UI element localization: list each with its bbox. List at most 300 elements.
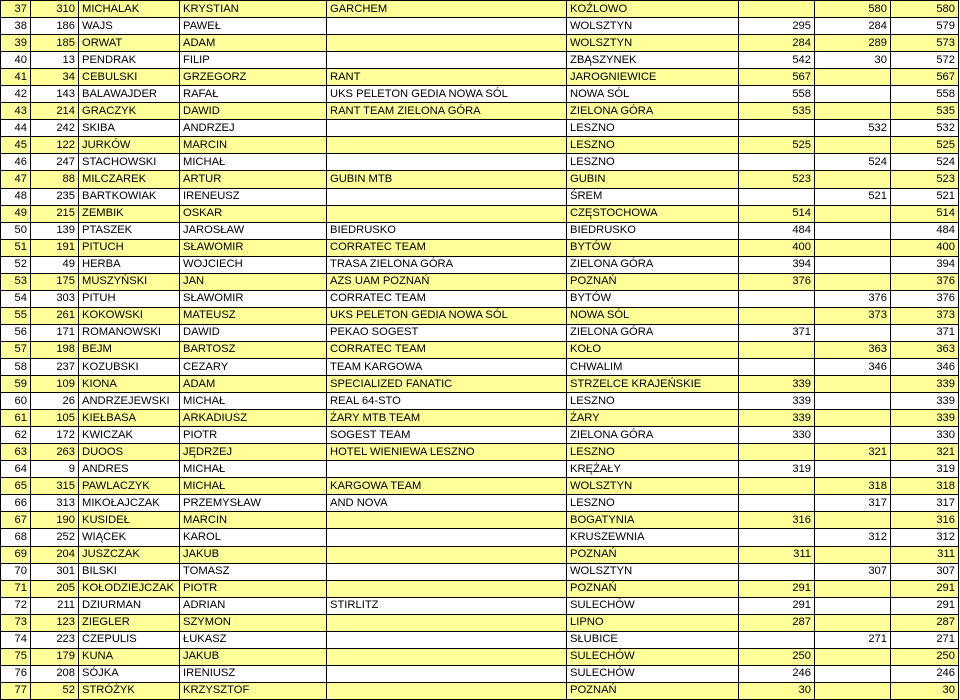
points-b-cell bbox=[815, 648, 891, 665]
place-cell: 74 bbox=[1, 631, 31, 648]
surname-cell: JURKÓW bbox=[79, 137, 180, 154]
surname-cell: JUSZCZAK bbox=[79, 546, 180, 563]
place-cell: 73 bbox=[1, 614, 31, 631]
number-cell: 208 bbox=[31, 665, 79, 682]
points-a-cell bbox=[739, 563, 815, 580]
first-name-cell: MICHAŁ bbox=[180, 478, 327, 495]
number-cell: 105 bbox=[31, 410, 79, 427]
city-cell: KRUSZEWNIA bbox=[567, 529, 739, 546]
points-a-cell bbox=[739, 307, 815, 324]
club-cell bbox=[327, 512, 567, 529]
city-cell: SŁUBICE bbox=[567, 631, 739, 648]
first-name-cell: PIOTR bbox=[180, 580, 327, 597]
total-cell: 312 bbox=[891, 529, 959, 546]
place-cell: 38 bbox=[1, 18, 31, 35]
surname-cell: ANDRZEJEWSKI bbox=[79, 393, 180, 410]
points-a-cell bbox=[739, 529, 815, 546]
place-cell: 68 bbox=[1, 529, 31, 546]
first-name-cell: DAWID bbox=[180, 103, 327, 120]
points-b-cell: 521 bbox=[815, 188, 891, 205]
points-b-cell bbox=[815, 461, 891, 478]
first-name-cell: JĘDRZEJ bbox=[180, 444, 327, 461]
total-cell: 373 bbox=[891, 307, 959, 324]
first-name-cell: JAKUB bbox=[180, 546, 327, 563]
total-cell: 319 bbox=[891, 461, 959, 478]
club-cell: AND NOVA bbox=[327, 495, 567, 512]
city-cell: CHWALIM bbox=[567, 358, 739, 375]
club-cell bbox=[327, 154, 567, 171]
points-b-cell: 307 bbox=[815, 563, 891, 580]
table-row bbox=[1, 18, 959, 35]
points-a-cell: 376 bbox=[739, 273, 815, 290]
surname-cell: BALAWAJDER bbox=[79, 86, 180, 103]
points-a-cell: 311 bbox=[739, 546, 815, 563]
total-cell: 484 bbox=[891, 222, 959, 239]
points-a-cell: 514 bbox=[739, 205, 815, 222]
first-name-cell: ANDRZEJ bbox=[180, 120, 327, 137]
first-name-cell: CEZARY bbox=[180, 358, 327, 375]
first-name-cell: MARCIN bbox=[180, 512, 327, 529]
surname-cell: DUOOS bbox=[79, 444, 180, 461]
points-b-cell bbox=[815, 239, 891, 256]
points-a-cell: 394 bbox=[739, 256, 815, 273]
first-name-cell: SŁAWOMIR bbox=[180, 239, 327, 256]
place-cell: 70 bbox=[1, 563, 31, 580]
place-cell: 66 bbox=[1, 495, 31, 512]
total-cell: 394 bbox=[891, 256, 959, 273]
city-cell: KOŁO bbox=[567, 341, 739, 358]
city-cell: WOLSZTYN bbox=[567, 478, 739, 495]
first-name-cell: PAWEŁ bbox=[180, 18, 327, 35]
surname-cell: PITUH bbox=[79, 290, 180, 307]
number-cell: 252 bbox=[31, 529, 79, 546]
place-cell: 67 bbox=[1, 512, 31, 529]
place-cell: 39 bbox=[1, 35, 31, 52]
points-a-cell bbox=[739, 290, 815, 307]
surname-cell: KIEŁBASA bbox=[79, 410, 180, 427]
place-cell: 77 bbox=[1, 682, 31, 699]
table-row bbox=[1, 307, 959, 324]
number-cell: 143 bbox=[31, 86, 79, 103]
city-cell: NOWA SÓL bbox=[567, 86, 739, 103]
points-b-cell: 284 bbox=[815, 18, 891, 35]
place-cell: 55 bbox=[1, 307, 31, 324]
surname-cell: MUSZYŃSKI bbox=[79, 273, 180, 290]
first-name-cell: ARKADIUSZ bbox=[180, 410, 327, 427]
points-b-cell: 317 bbox=[815, 495, 891, 512]
points-b-cell bbox=[815, 273, 891, 290]
table-row bbox=[1, 86, 959, 103]
club-cell: BIEDRUSKO bbox=[327, 222, 567, 239]
first-name-cell: PIOTR bbox=[180, 427, 327, 444]
points-b-cell bbox=[815, 410, 891, 427]
number-cell: 214 bbox=[31, 103, 79, 120]
total-cell: 318 bbox=[891, 478, 959, 495]
points-a-cell bbox=[739, 341, 815, 358]
table-row bbox=[1, 171, 959, 188]
table-row bbox=[1, 205, 959, 222]
number-cell: 190 bbox=[31, 512, 79, 529]
number-cell: 235 bbox=[31, 188, 79, 205]
city-cell: SULECHÓW bbox=[567, 665, 739, 682]
number-cell: 52 bbox=[31, 682, 79, 699]
number-cell: 88 bbox=[31, 171, 79, 188]
city-cell: ŻARY bbox=[567, 410, 739, 427]
points-b-cell: 271 bbox=[815, 631, 891, 648]
first-name-cell: PRZEMYSŁAW bbox=[180, 495, 327, 512]
number-cell: 247 bbox=[31, 154, 79, 171]
club-cell bbox=[327, 648, 567, 665]
points-b-cell bbox=[815, 580, 891, 597]
table-row bbox=[1, 512, 959, 529]
points-a-cell: 330 bbox=[739, 427, 815, 444]
points-a-cell: 542 bbox=[739, 52, 815, 69]
first-name-cell: IRENEUSZ bbox=[180, 188, 327, 205]
number-cell: 185 bbox=[31, 35, 79, 52]
first-name-cell: JAKUB bbox=[180, 648, 327, 665]
points-b-cell bbox=[815, 69, 891, 86]
city-cell: LESZNO bbox=[567, 393, 739, 410]
first-name-cell: OSKAR bbox=[180, 205, 327, 222]
results-table-body bbox=[1, 1, 959, 700]
total-cell: 339 bbox=[891, 393, 959, 410]
city-cell: BIEDRUSKO bbox=[567, 222, 739, 239]
club-cell bbox=[327, 18, 567, 35]
table-row bbox=[1, 648, 959, 665]
table-row bbox=[1, 563, 959, 580]
club-cell: KARGOWA TEAM bbox=[327, 478, 567, 495]
city-cell: BOGATYNIA bbox=[567, 512, 739, 529]
table-row bbox=[1, 614, 959, 631]
surname-cell: KOKOWSKI bbox=[79, 307, 180, 324]
number-cell: 171 bbox=[31, 324, 79, 341]
table-row bbox=[1, 461, 959, 478]
club-cell: GUBIN MTB bbox=[327, 171, 567, 188]
points-a-cell: 339 bbox=[739, 376, 815, 393]
place-cell: 76 bbox=[1, 665, 31, 682]
club-cell bbox=[327, 461, 567, 478]
city-cell: POZNAŃ bbox=[567, 580, 739, 597]
club-cell bbox=[327, 188, 567, 205]
club-cell: CORRATEC TEAM bbox=[327, 239, 567, 256]
club-cell bbox=[327, 35, 567, 52]
points-b-cell bbox=[815, 324, 891, 341]
points-a-cell bbox=[739, 631, 815, 648]
points-b-cell bbox=[815, 171, 891, 188]
first-name-cell: TOMASZ bbox=[180, 563, 327, 580]
place-cell: 45 bbox=[1, 137, 31, 154]
points-b-cell bbox=[815, 512, 891, 529]
points-b-cell bbox=[815, 103, 891, 120]
first-name-cell: MICHAŁ bbox=[180, 393, 327, 410]
total-cell: 376 bbox=[891, 273, 959, 290]
table-row bbox=[1, 120, 959, 137]
number-cell: 261 bbox=[31, 307, 79, 324]
points-a-cell: 523 bbox=[739, 171, 815, 188]
surname-cell: CEBULSKI bbox=[79, 69, 180, 86]
club-cell bbox=[327, 120, 567, 137]
place-cell: 40 bbox=[1, 52, 31, 69]
first-name-cell: RAFAŁ bbox=[180, 86, 327, 103]
city-cell: SULECHÓW bbox=[567, 648, 739, 665]
number-cell: 9 bbox=[31, 461, 79, 478]
first-name-cell: ADRIAN bbox=[180, 597, 327, 614]
surname-cell: PITUCH bbox=[79, 239, 180, 256]
points-a-cell: 291 bbox=[739, 580, 815, 597]
first-name-cell: ARTUR bbox=[180, 171, 327, 188]
place-cell: 54 bbox=[1, 290, 31, 307]
points-a-cell bbox=[739, 1, 815, 18]
points-b-cell: 312 bbox=[815, 529, 891, 546]
club-cell bbox=[327, 631, 567, 648]
points-b-cell bbox=[815, 256, 891, 273]
table-row bbox=[1, 410, 959, 427]
city-cell: WOLSZTYN bbox=[567, 18, 739, 35]
city-cell: NOWA SÓL bbox=[567, 307, 739, 324]
table-row bbox=[1, 546, 959, 563]
number-cell: 109 bbox=[31, 376, 79, 393]
points-b-cell bbox=[815, 665, 891, 682]
city-cell: LESZNO bbox=[567, 120, 739, 137]
surname-cell: DZIURMAN bbox=[79, 597, 180, 614]
table-row bbox=[1, 529, 959, 546]
total-cell: 579 bbox=[891, 18, 959, 35]
number-cell: 310 bbox=[31, 1, 79, 18]
surname-cell: KUSIDEŁ bbox=[79, 512, 180, 529]
number-cell: 313 bbox=[31, 495, 79, 512]
table-row bbox=[1, 188, 959, 205]
surname-cell: ROMANOWSKI bbox=[79, 324, 180, 341]
first-name-cell: GRZEGORZ bbox=[180, 69, 327, 86]
club-cell bbox=[327, 665, 567, 682]
points-a-cell: 558 bbox=[739, 86, 815, 103]
club-cell: STIRLITZ bbox=[327, 597, 567, 614]
first-name-cell: IRENIUSZ bbox=[180, 665, 327, 682]
place-cell: 48 bbox=[1, 188, 31, 205]
points-b-cell: 532 bbox=[815, 120, 891, 137]
place-cell: 62 bbox=[1, 427, 31, 444]
club-cell bbox=[327, 52, 567, 69]
club-cell: RANT TEAM ZIELONA GÓRA bbox=[327, 103, 567, 120]
city-cell: LESZNO bbox=[567, 444, 739, 461]
place-cell: 37 bbox=[1, 1, 31, 18]
surname-cell: WIĄCEK bbox=[79, 529, 180, 546]
total-cell: 346 bbox=[891, 358, 959, 375]
number-cell: 172 bbox=[31, 427, 79, 444]
city-cell: WOLSZTYN bbox=[567, 563, 739, 580]
total-cell: 514 bbox=[891, 205, 959, 222]
club-cell: ŻARY MTB TEAM bbox=[327, 410, 567, 427]
total-cell: 567 bbox=[891, 69, 959, 86]
club-cell bbox=[327, 563, 567, 580]
surname-cell: MIKOŁAJCZAK bbox=[79, 495, 180, 512]
total-cell: 371 bbox=[891, 324, 959, 341]
total-cell: 321 bbox=[891, 444, 959, 461]
first-name-cell: KRYSTIAN bbox=[180, 1, 327, 18]
table-row bbox=[1, 239, 959, 256]
points-a-cell bbox=[739, 495, 815, 512]
club-cell: PEKAO SOGEST bbox=[327, 324, 567, 341]
points-a-cell: 30 bbox=[739, 682, 815, 699]
table-row bbox=[1, 341, 959, 358]
points-b-cell bbox=[815, 376, 891, 393]
points-a-cell bbox=[739, 154, 815, 171]
points-b-cell: 376 bbox=[815, 290, 891, 307]
club-cell: TEAM KARGOWA bbox=[327, 358, 567, 375]
points-a-cell: 535 bbox=[739, 103, 815, 120]
number-cell: 49 bbox=[31, 256, 79, 273]
club-cell: CORRATEC TEAM bbox=[327, 341, 567, 358]
place-cell: 42 bbox=[1, 86, 31, 103]
number-cell: 242 bbox=[31, 120, 79, 137]
number-cell: 26 bbox=[31, 393, 79, 410]
points-b-cell bbox=[815, 427, 891, 444]
total-cell: 400 bbox=[891, 239, 959, 256]
points-a-cell: 319 bbox=[739, 461, 815, 478]
city-cell: LESZNO bbox=[567, 154, 739, 171]
city-cell: LESZNO bbox=[567, 137, 739, 154]
surname-cell: MICHALAK bbox=[79, 1, 180, 18]
total-cell: 271 bbox=[891, 631, 959, 648]
number-cell: 263 bbox=[31, 444, 79, 461]
surname-cell: BILSKI bbox=[79, 563, 180, 580]
surname-cell: STACHOWSKI bbox=[79, 154, 180, 171]
place-cell: 64 bbox=[1, 461, 31, 478]
city-cell: BYTÓW bbox=[567, 239, 739, 256]
club-cell: UKS PELETON GEDIA NOWA SÓL bbox=[327, 307, 567, 324]
points-a-cell: 339 bbox=[739, 410, 815, 427]
total-cell: 521 bbox=[891, 188, 959, 205]
points-a-cell: 246 bbox=[739, 665, 815, 682]
table-row bbox=[1, 495, 959, 512]
club-cell bbox=[327, 546, 567, 563]
city-cell: POZNAŃ bbox=[567, 546, 739, 563]
total-cell: 330 bbox=[891, 427, 959, 444]
number-cell: 122 bbox=[31, 137, 79, 154]
club-cell: TRASA ZIELONA GÓRA bbox=[327, 256, 567, 273]
city-cell: CZĘSTOCHOWA bbox=[567, 205, 739, 222]
city-cell: GUBIN bbox=[567, 171, 739, 188]
total-cell: 580 bbox=[891, 1, 959, 18]
points-a-cell bbox=[739, 358, 815, 375]
table-row bbox=[1, 69, 959, 86]
total-cell: 572 bbox=[891, 52, 959, 69]
points-a-cell: 291 bbox=[739, 597, 815, 614]
table-row bbox=[1, 290, 959, 307]
place-cell: 57 bbox=[1, 341, 31, 358]
number-cell: 198 bbox=[31, 341, 79, 358]
table-row bbox=[1, 324, 959, 341]
number-cell: 301 bbox=[31, 563, 79, 580]
surname-cell: HERBA bbox=[79, 256, 180, 273]
table-row bbox=[1, 665, 959, 682]
number-cell: 191 bbox=[31, 239, 79, 256]
points-b-cell bbox=[815, 546, 891, 563]
table-row bbox=[1, 580, 959, 597]
points-b-cell bbox=[815, 137, 891, 154]
city-cell: ZIELONA GÓRA bbox=[567, 324, 739, 341]
city-cell: JAROGNIEWICE bbox=[567, 69, 739, 86]
total-cell: 339 bbox=[891, 410, 959, 427]
points-a-cell bbox=[739, 444, 815, 461]
place-cell: 51 bbox=[1, 239, 31, 256]
surname-cell: PENDRAK bbox=[79, 52, 180, 69]
surname-cell: CZEPULIS bbox=[79, 631, 180, 648]
points-a-cell: 400 bbox=[739, 239, 815, 256]
place-cell: 71 bbox=[1, 580, 31, 597]
number-cell: 223 bbox=[31, 631, 79, 648]
city-cell: ZIELONA GÓRA bbox=[567, 103, 739, 120]
table-row bbox=[1, 427, 959, 444]
number-cell: 123 bbox=[31, 614, 79, 631]
first-name-cell: MATEUSZ bbox=[180, 307, 327, 324]
city-cell: POZNAŃ bbox=[567, 273, 739, 290]
city-cell: KRĘŻAŁY bbox=[567, 461, 739, 478]
number-cell: 13 bbox=[31, 52, 79, 69]
number-cell: 211 bbox=[31, 597, 79, 614]
table-row bbox=[1, 35, 959, 52]
surname-cell: KUNA bbox=[79, 648, 180, 665]
surname-cell: KIONA bbox=[79, 376, 180, 393]
city-cell: LIPNO bbox=[567, 614, 739, 631]
first-name-cell: MICHAŁ bbox=[180, 461, 327, 478]
first-name-cell: ADAM bbox=[180, 35, 327, 52]
table-row bbox=[1, 631, 959, 648]
first-name-cell: KAROL bbox=[180, 529, 327, 546]
points-b-cell: 524 bbox=[815, 154, 891, 171]
city-cell: ZIELONA GÓRA bbox=[567, 427, 739, 444]
first-name-cell: SZYMON bbox=[180, 614, 327, 631]
total-cell: 246 bbox=[891, 665, 959, 682]
first-name-cell: KRZYSZTOF bbox=[180, 682, 327, 699]
total-cell: 525 bbox=[891, 137, 959, 154]
club-cell bbox=[327, 529, 567, 546]
number-cell: 315 bbox=[31, 478, 79, 495]
place-cell: 59 bbox=[1, 376, 31, 393]
surname-cell: MILCZAREK bbox=[79, 171, 180, 188]
points-b-cell bbox=[815, 597, 891, 614]
points-a-cell bbox=[739, 188, 815, 205]
place-cell: 53 bbox=[1, 273, 31, 290]
club-cell: SOGEST TEAM bbox=[327, 427, 567, 444]
number-cell: 186 bbox=[31, 18, 79, 35]
place-cell: 50 bbox=[1, 222, 31, 239]
place-cell: 52 bbox=[1, 256, 31, 273]
points-b-cell bbox=[815, 222, 891, 239]
table-row bbox=[1, 52, 959, 69]
surname-cell: SÓJKA bbox=[79, 665, 180, 682]
city-cell: ŚREM bbox=[567, 188, 739, 205]
place-cell: 69 bbox=[1, 546, 31, 563]
points-b-cell: 580 bbox=[815, 1, 891, 18]
place-cell: 65 bbox=[1, 478, 31, 495]
first-name-cell: JAROSŁAW bbox=[180, 222, 327, 239]
total-cell: 363 bbox=[891, 341, 959, 358]
points-b-cell bbox=[815, 393, 891, 410]
number-cell: 303 bbox=[31, 290, 79, 307]
surname-cell: KOŁODZIEJCZAK bbox=[79, 580, 180, 597]
table-row bbox=[1, 376, 959, 393]
city-cell: BYTÓW bbox=[567, 290, 739, 307]
total-cell: 523 bbox=[891, 171, 959, 188]
number-cell: 175 bbox=[31, 273, 79, 290]
table-row bbox=[1, 682, 959, 699]
points-b-cell: 373 bbox=[815, 307, 891, 324]
city-cell: STRZELCE KRAJEŃSKIE bbox=[567, 376, 739, 393]
club-cell: GARCHEM bbox=[327, 1, 567, 18]
table-row bbox=[1, 393, 959, 410]
club-cell bbox=[327, 137, 567, 154]
